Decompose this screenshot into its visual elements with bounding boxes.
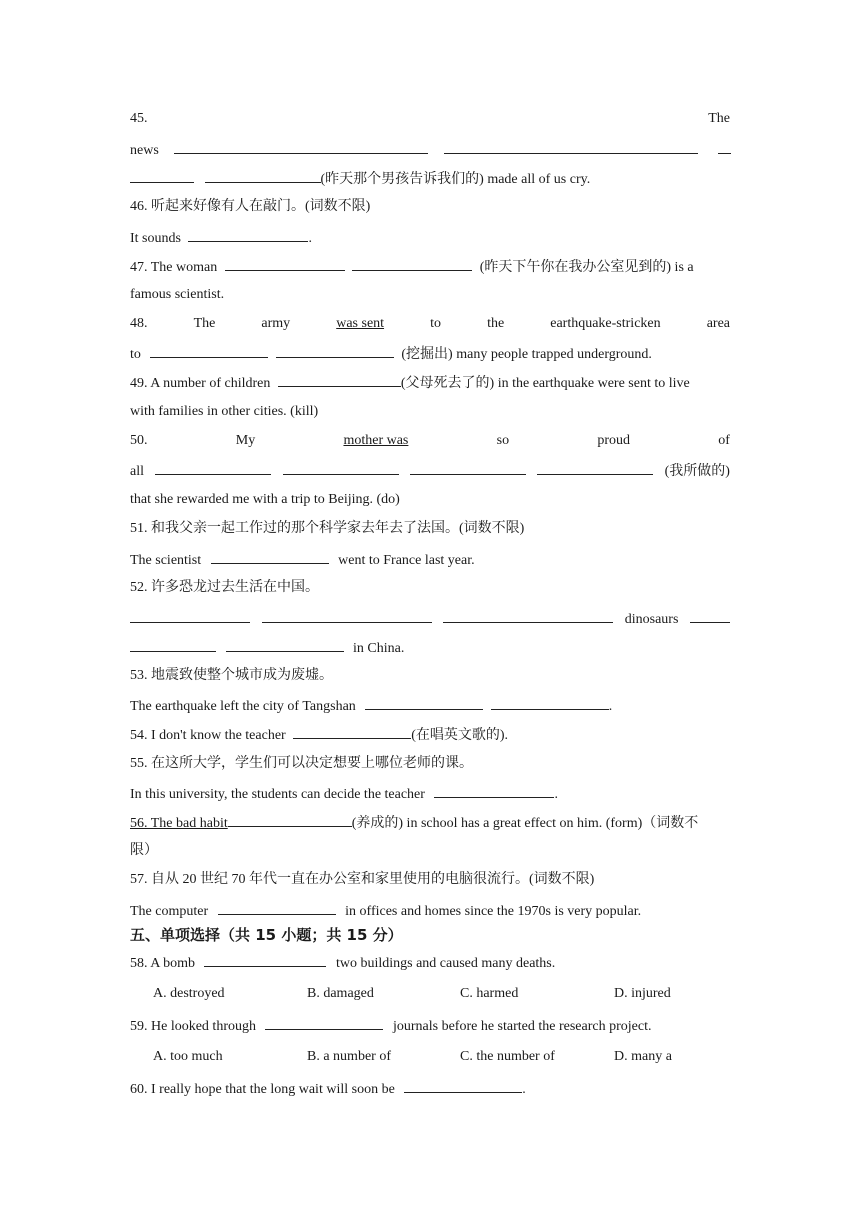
q47-text: (昨天下午你在我办公室见到的) is a <box>479 260 694 275</box>
answer-blank[interactable] <box>444 140 698 154</box>
q49-line1 <box>130 373 730 393</box>
answer-blank[interactable] <box>150 344 268 358</box>
q57-prompt: 57. 自从 20 世纪 70 年代一直在办公室和家里使用的电脑很流行。(词数不限) <box>130 872 595 887</box>
q56-text: (养成的) in school has a great effect on him. (form)（词数不 <box>351 816 699 831</box>
q52-prompt: 52. 许多恐龙过去生活在中国。 <box>130 580 319 595</box>
q56-text: 56. The bad habit <box>130 816 228 831</box>
q54-text: (在唱英文歌的). <box>411 728 509 743</box>
q48-text: to <box>130 347 141 362</box>
answer-blank[interactable] <box>293 725 411 739</box>
q45-word: news <box>130 143 159 158</box>
q54-text: 54. I don't know the teacher <box>130 728 286 743</box>
q46-prompt: 46. 听起来好像有人在敲门。(词数不限) <box>130 199 371 214</box>
q55-text: . <box>554 787 558 802</box>
answer-blank[interactable] <box>155 461 271 475</box>
answer-blank[interactable] <box>278 373 401 387</box>
answer-blank[interactable] <box>365 696 483 710</box>
q46-text: . <box>308 231 312 246</box>
q49-text: (父母死去了的) in the earthquake were sent to live <box>400 376 690 391</box>
answer-blank[interactable] <box>443 609 613 623</box>
section-heading: 五、单项选择（共 15 小题；共 15 分） <box>130 926 403 944</box>
q48-word: was sent <box>336 316 385 331</box>
q52-line2 <box>130 638 730 658</box>
answer-blank[interactable] <box>434 784 554 798</box>
answer-blank[interactable] <box>204 953 326 967</box>
q57-text: in offices and homes since the 1970s is very popular. <box>345 904 642 919</box>
q50-word: 50. <box>130 433 148 448</box>
answer-blank[interactable] <box>188 228 308 242</box>
q45-word: The <box>708 111 730 126</box>
q58-option-b[interactable]: B. damaged <box>307 986 374 1001</box>
answer-blank[interactable] <box>218 901 336 915</box>
q50-line1 <box>130 432 730 450</box>
answer-blank[interactable] <box>226 638 344 652</box>
q50-word: My <box>235 433 256 448</box>
q52-line1 <box>130 609 730 629</box>
q58-line <box>130 953 730 973</box>
q60-text: 60. I really hope that the long wait will soon be <box>130 1082 395 1097</box>
answer-blank[interactable] <box>410 461 526 475</box>
q58-option-c[interactable]: C. harmed <box>460 986 519 1001</box>
q47-text: 47. The woman <box>130 260 218 275</box>
q59-option-b[interactable]: B. a number of <box>307 1049 391 1064</box>
q45-line1 <box>130 110 730 128</box>
answer-blank[interactable] <box>491 696 609 710</box>
q58-text: two buildings and caused many deaths. <box>335 956 556 971</box>
q55-answer <box>130 784 730 804</box>
answer-blank[interactable] <box>228 813 352 827</box>
q50-text: that she rewarded me with a trip to Beijing. (do) <box>130 492 400 507</box>
answer-blank[interactable] <box>130 638 216 652</box>
q53-text: . <box>608 699 613 714</box>
q55-prompt: 55. 在这所大学，学生们可以决定想要上哪位老师的课。 <box>130 756 473 771</box>
answer-blank[interactable] <box>130 609 250 623</box>
q51-text: went to France last year. <box>338 553 475 568</box>
q47-line1 <box>130 257 730 277</box>
answer-blank[interactable] <box>225 257 345 271</box>
q50-text: all <box>130 464 144 479</box>
q58-option-a[interactable]: A. destroyed <box>153 986 225 1001</box>
answer-blank[interactable] <box>174 140 428 154</box>
q53-answer <box>130 696 730 716</box>
answer-blank[interactable] <box>265 1016 383 1030</box>
answer-blank[interactable] <box>537 461 653 475</box>
q48-word: 48. <box>130 316 148 331</box>
q59-option-c[interactable]: C. the number of <box>460 1049 555 1064</box>
q52-text: dinosaurs <box>624 612 679 627</box>
q48-text: (挖掘出) many people trapped underground. <box>401 347 652 362</box>
q56-text: 限） <box>130 843 158 858</box>
q50-word: so <box>496 433 510 448</box>
q59-option-d[interactable]: D. many a <box>614 1049 672 1064</box>
q48-word: earthquake-stricken <box>550 316 661 331</box>
q59-text: journals before he started the research project. <box>392 1019 652 1034</box>
q45-line2 <box>130 140 730 160</box>
q48-line2 <box>130 344 730 364</box>
q59-line <box>130 1016 730 1036</box>
q49-text: 49. A number of children <box>130 376 271 391</box>
q58-option-d[interactable]: D. injured <box>614 986 671 1001</box>
q55-text: In this university, the students can decide the teacher <box>130 787 425 802</box>
q50-text: (我所做的) <box>664 464 730 479</box>
answer-blank[interactable] <box>276 344 394 358</box>
q54-line <box>130 725 730 745</box>
q50-line2 <box>130 461 730 481</box>
q53-text: The earthquake left the city of Tangshan <box>130 699 356 714</box>
q48-word: to <box>430 316 441 331</box>
q45-line3 <box>130 169 730 189</box>
q50-word: proud <box>597 433 631 448</box>
q60-line <box>130 1079 730 1099</box>
q59-option-a[interactable]: A. too much <box>153 1049 223 1064</box>
q57-text: The computer <box>130 904 209 919</box>
q53-prompt: 53. 地震致使整个城市成为废墟。 <box>130 668 333 683</box>
answer-blank[interactable] <box>352 257 472 271</box>
q48-word: the <box>487 316 505 331</box>
q50-word: mother was <box>343 433 409 448</box>
q59-text: 59. He looked through <box>130 1019 256 1034</box>
answer-blank[interactable] <box>718 140 731 154</box>
q51-prompt: 51. 和我父亲一起工作过的那个科学家去年去了法国。(词数不限) <box>130 521 525 536</box>
q56-line1 <box>130 813 730 833</box>
answer-blank[interactable] <box>690 609 730 623</box>
q45-text: (昨天那个男孩告诉我们的) made all of us cry. <box>320 172 591 187</box>
answer-blank[interactable] <box>205 169 321 183</box>
q50-word: of <box>718 433 730 448</box>
q60-text: . <box>522 1082 526 1097</box>
q58-text: 58. A bomb <box>130 956 195 971</box>
q52-text: in China. <box>353 641 405 656</box>
q46-answer <box>130 228 730 248</box>
q48-word: army <box>261 316 291 331</box>
q51-answer <box>130 550 730 570</box>
q48-word: area <box>706 316 730 331</box>
q51-text: The scientist <box>130 553 202 568</box>
q45-number: 45. <box>130 111 148 126</box>
answer-blank[interactable] <box>211 550 329 564</box>
answer-blank[interactable] <box>404 1079 522 1093</box>
q57-answer <box>130 901 730 921</box>
q46-text: It sounds <box>130 231 181 246</box>
q48-line1 <box>130 315 730 333</box>
answer-blank[interactable] <box>283 461 399 475</box>
q47-text: famous scientist. <box>130 287 225 302</box>
q49-text: with families in other cities. (kill) <box>130 404 319 419</box>
answer-blank[interactable] <box>130 169 194 183</box>
answer-blank[interactable] <box>262 609 432 623</box>
q48-word: The <box>193 316 216 331</box>
